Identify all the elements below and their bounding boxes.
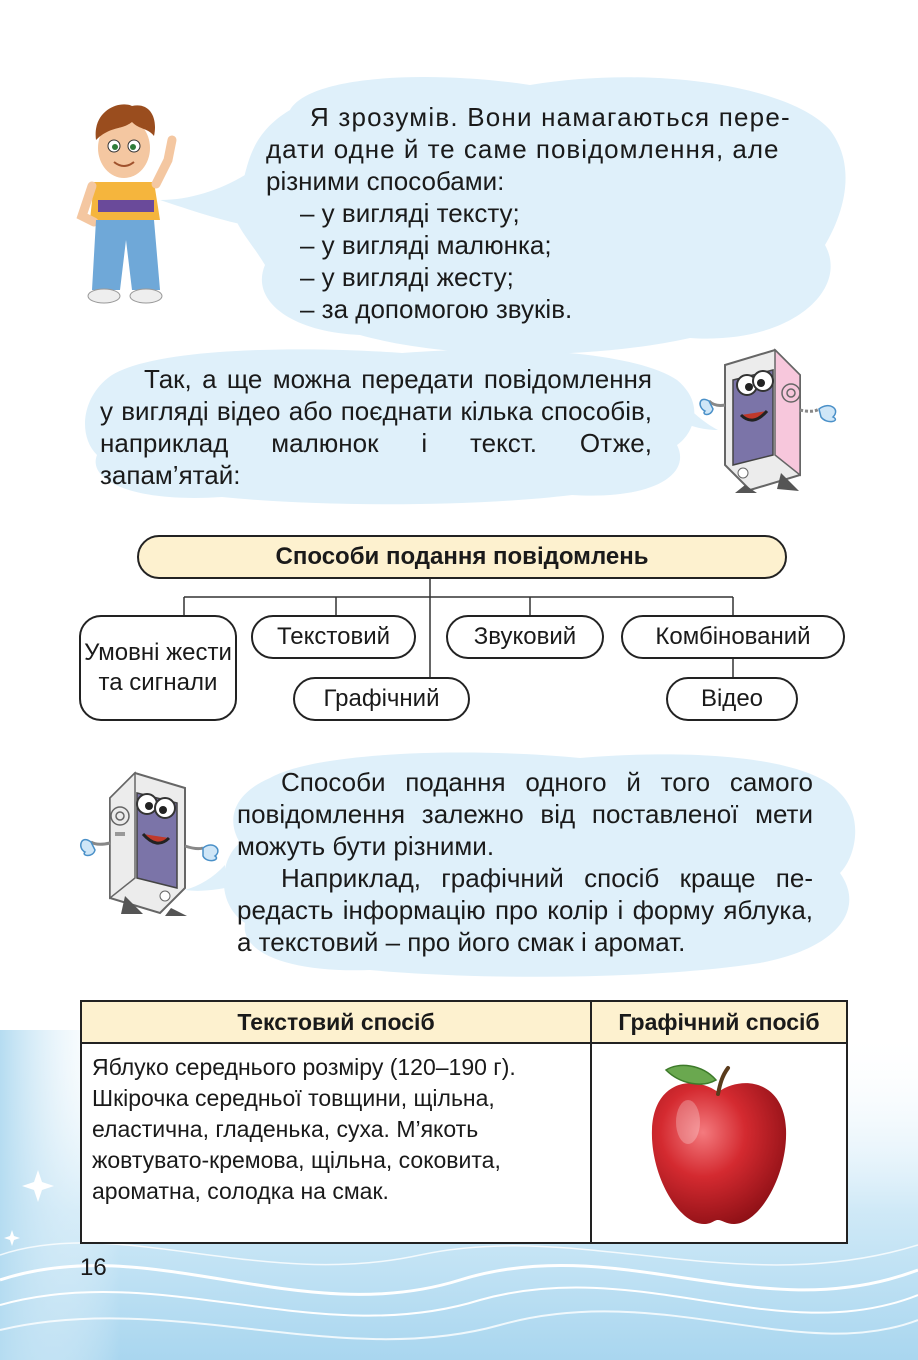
bubble-1-line-1: Я зрозумів. Вони намагаються пере- (310, 102, 791, 132)
bubble-3-paragraph-1: Способи подання одного й того самого повідомлення залежно від поставленої мети можуть бути різними. (237, 767, 813, 861)
diagram-title: Способи подання повідомлень (137, 535, 787, 579)
bubble-1-line-3: різними способами: (266, 166, 505, 196)
table-header-text-method: Текстовий спосіб (81, 1001, 591, 1043)
comparison-table (80, 1000, 848, 1244)
bubble-1-item: – у вигляді малюнка; (300, 230, 552, 260)
box-gestures: Умовні жести та сигнали (79, 615, 237, 721)
bubble-3-paragraph-2: Наприклад, графічний спосіб краще передасть інформацію про колір і форму яблука, а текстовий – про його смак і аромат. (237, 863, 813, 957)
bubble-1-item: – за допомогою звуків. (300, 294, 573, 324)
page-number: 16 (80, 1254, 107, 1281)
bubble-1-item: – у вигляді тексту; (300, 198, 520, 228)
box-video: Відео (666, 677, 798, 721)
box-text: Текстовий (251, 615, 416, 659)
box-sound: Звуковий (446, 615, 604, 659)
computer-character-left (75, 768, 225, 918)
box-combined: Комбінований (621, 615, 845, 659)
bubble-2-text: Так, а ще можна передати повідомлення у вигляді відео або поєднати кілька способів, наприклад малюнок і текст. Отже, запам’ятай: (100, 364, 652, 490)
table-cell-image (591, 1043, 847, 1243)
apple-image (592, 1044, 844, 1234)
bubble-1-line-2: дати одне й те саме повідомлення, але (266, 134, 780, 164)
table-cell-description: Яблуко середнього розміру (120–190 г). Шкірочка середньої товщини, щільна, еластична, гладенька, суха. М’якоть жовтувато-кремова, щільна, соковита, ароматна, солодка на смак. (81, 1043, 591, 1243)
bubble-1-item: – у вигляді жесту; (300, 262, 514, 292)
box-graphic: Графічний (293, 677, 470, 721)
table-header-graphic-method: Графічний спосіб (591, 1001, 847, 1043)
